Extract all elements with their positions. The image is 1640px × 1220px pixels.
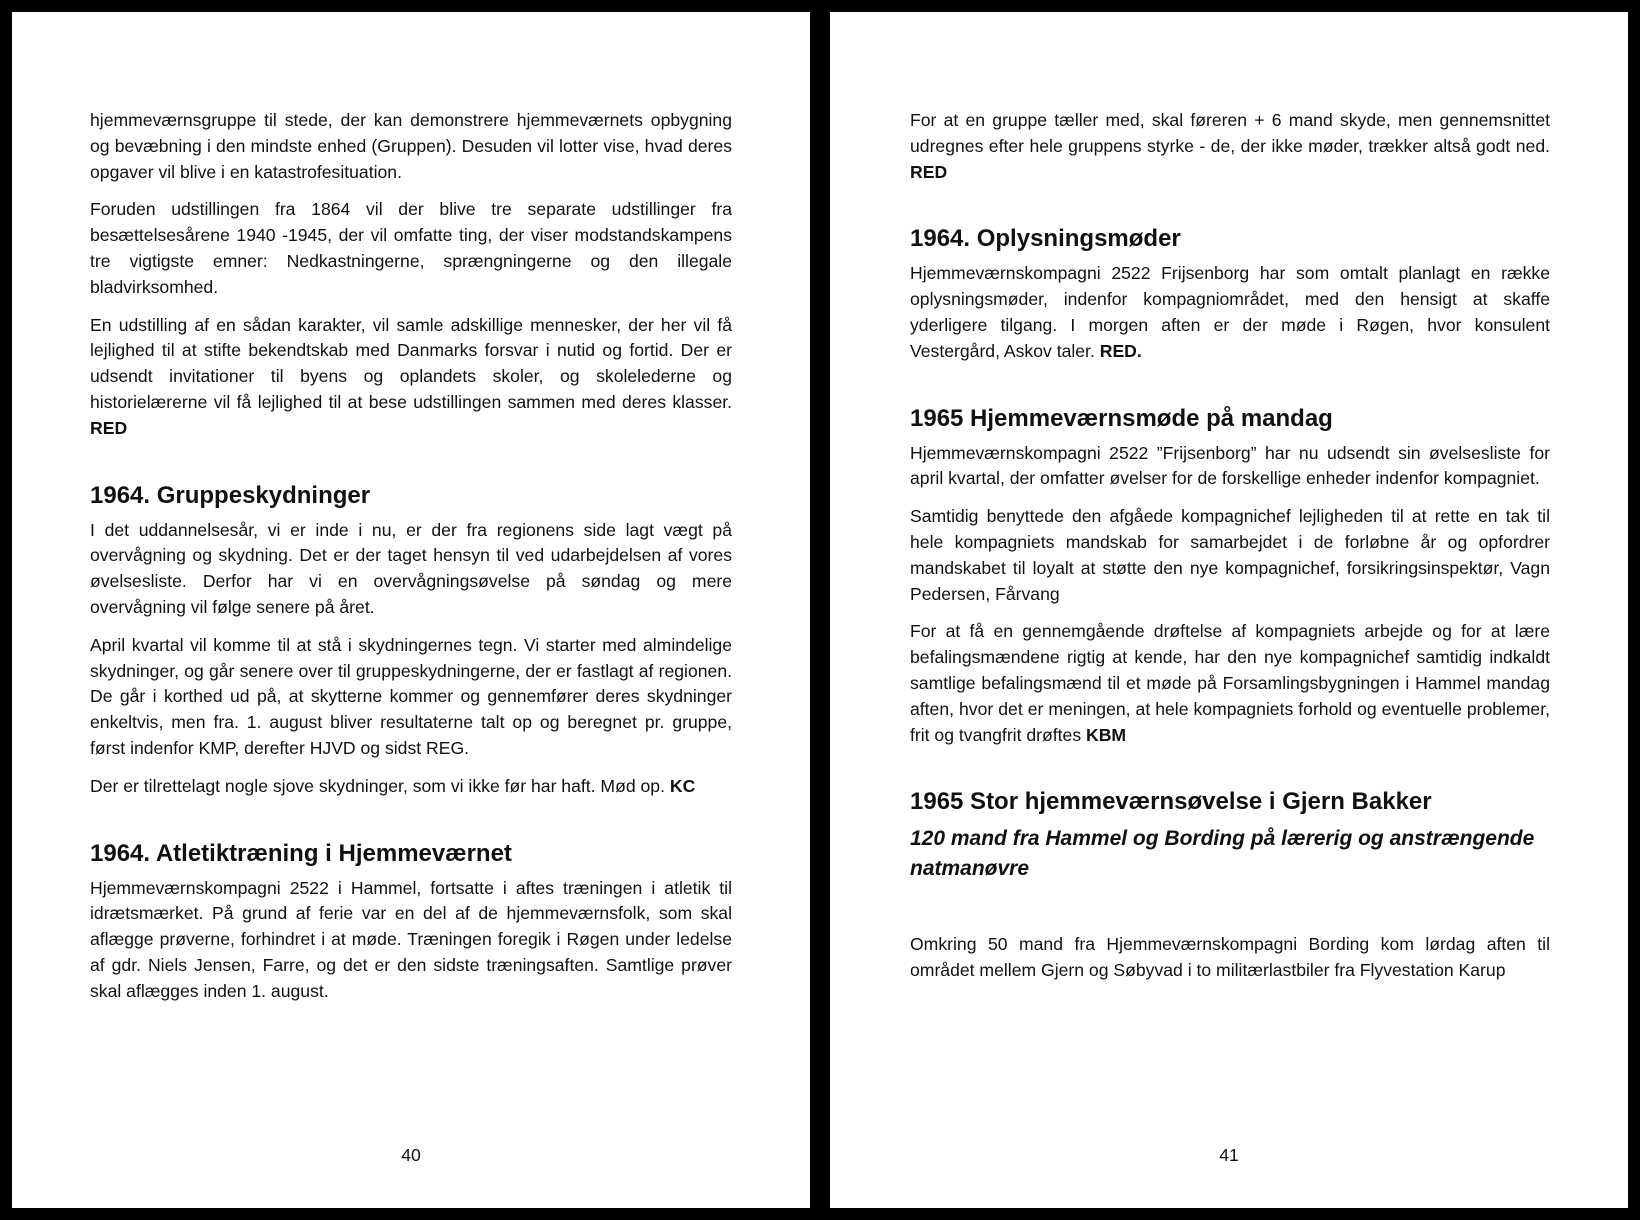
left-page-content (90, 108, 732, 1017)
author-signature: KC (669, 775, 696, 796)
paragraph: For at en gruppe tæller med, skal føreren + 6 mand skyde, men gennemsnittet udregnes efter hele gruppens styrke - de, der ikke møder, trækker altså godt ned. RED (910, 110, 1550, 182)
author-signature: RED. (1099, 340, 1142, 361)
section-heading: 1965 Stor hjemmeværnsøvelse i Gjern Bakker (910, 788, 1432, 816)
paragraph: For at få en gennemgående drøftelse af kompagniets arbejde og for at lære befalingsmændene rigtig at kende, har den nye kompagnichef samtidig indkaldt samtlige befalingsmænd til et møde på Forsamlingsbygningen i Hammel mandag aften, hvor det er meningen, at hele kompagniets forhold og eventuelle problemer, frit og tvangfrit drøftes KBM (910, 621, 1550, 745)
paragraph: hjemmeværnsgruppe til stede, der kan demonstrere hjemmeværnets opbygning og bevæbning i den mindste enhed (Gruppen). Desuden vil lotter vise, hvad deres opgaver vil blive i en katastrofesituation. (90, 110, 732, 182)
paragraph: En udstilling af en sådan karakter, vil samle adskillige mennesker, der her vil få lejlighed til at stifte bekendtskab med Danmarks forsvar i nutid og fortid. Der er udsendt invitationer til byens og oplandets skoler, og skolelederne og historielærerne vil få lejlighed til at bese udstillingen sammen med deres klasser. RED (90, 314, 732, 438)
section-heading: 1964. Oplysningsmøder (910, 225, 1181, 253)
paragraph: Hjemmeværnskompagni 2522 ”Frijsenborg” har nu udsendt sin øvelsesliste for april kvartal, der omfatter øvelser for de forskellige enheder indenfor kompagniet. (910, 442, 1550, 489)
paragraph: Samtidig benyttede den afgåede kompagnichef lejligheden til at rette en tak til hele kompagniets mandskab for samarbejdet i de forløbne år og opfordrer mandskabet til loyalt at støtte den nye kompagnichef, forsikringsinspektør, Vagn Pedersen, Fårvang (910, 506, 1550, 604)
paragraph: Der er tilrettelagt nogle sjove skydninger, som vi ikke før har haft. Mød op. KC (90, 775, 696, 796)
section-heading: 1965 Hjemmeværnsmøde på mandag (910, 404, 1333, 432)
article-subtitle: 120 mand fra Hammel og Bording på lærerig og anstrængende natmanøvre (910, 827, 1535, 881)
section-heading: 1964. Gruppeskydninger (90, 481, 371, 509)
author-signature: RED (910, 161, 948, 182)
paragraph: Foruden udstillingen fra 1864 vil der blive tre separate udstillinger fra besættelsesårene 1940 -1945, der vil omfatte ting, der viser modstandskampens tre vigtigste emner: Nedkastningerne, sprængningerne og den illegale bladvirksomhed. (90, 199, 732, 297)
author-signature: RED (90, 417, 128, 438)
paragraph: Hjemmeværnskompagni 2522 i Hammel, fortsatte i aftes træningen i atletik til idrætsmærket. På grund af ferie var en del af de hjemmeværnsfolk, som skal aflægge prøverne, forhindret i at møde. Træningen foregik i Røgen under ledelse af gdr. Niels Jensen, Farre, og det er den sidste træningsaften. Samtlige prøver skal aflægges inden 1. august. (90, 877, 732, 1001)
right-page-content (910, 108, 1550, 996)
paragraph: Omkring 50 mand fra Hjemmeværnskompagni Bording kom lørdag aften til området mellem Gjern og Søbyvad i to militærlastbiler fra Flyvestation Karup (910, 934, 1550, 981)
paragraph: Hjemmeværnskompagni 2522 Frijsenborg har som omtalt planlagt en række oplysningsmøder, indenfor kompagniområdet, med den hensigt at skaffe yderligere tilgang. I morgen aften er der møde i Røgen, hvor konsulent Vestergård, Askov taler. RED. (910, 263, 1550, 361)
author-signature: KBM (1086, 724, 1127, 745)
right-page (830, 12, 1628, 1208)
paragraph: I det uddannelsesår, vi er inde i nu, er der fra regionens side lagt vægt på overvågning og skydning. Det er der taget hensyn til ved udarbejdelsen af vores øvelsesliste. Derfor har vi en overvågningsøvelse på søndag og mere overvågning vil følge senere på året. (90, 519, 732, 617)
paragraph: April kvartal vil komme til at stå i skydningernes tegn. Vi starter med almindelige skydninger, og går senere over til gruppeskydningerne, der er fastlagt af regionen. De går i korthed ud på, at skytterne kommer og gennemfører deres skydninger enkeltvis, men fra. 1. august bliver resultaterne talt op og beregnet pr. gruppe, først indenfor KMP, derefter HJVD og sidst REG. (90, 634, 732, 758)
page-number: 41 (1219, 1145, 1239, 1165)
left-page (12, 12, 810, 1208)
page-number: 40 (401, 1145, 421, 1165)
section-heading: 1964. Atletiktræning i Hjemmeværnet (90, 839, 512, 867)
